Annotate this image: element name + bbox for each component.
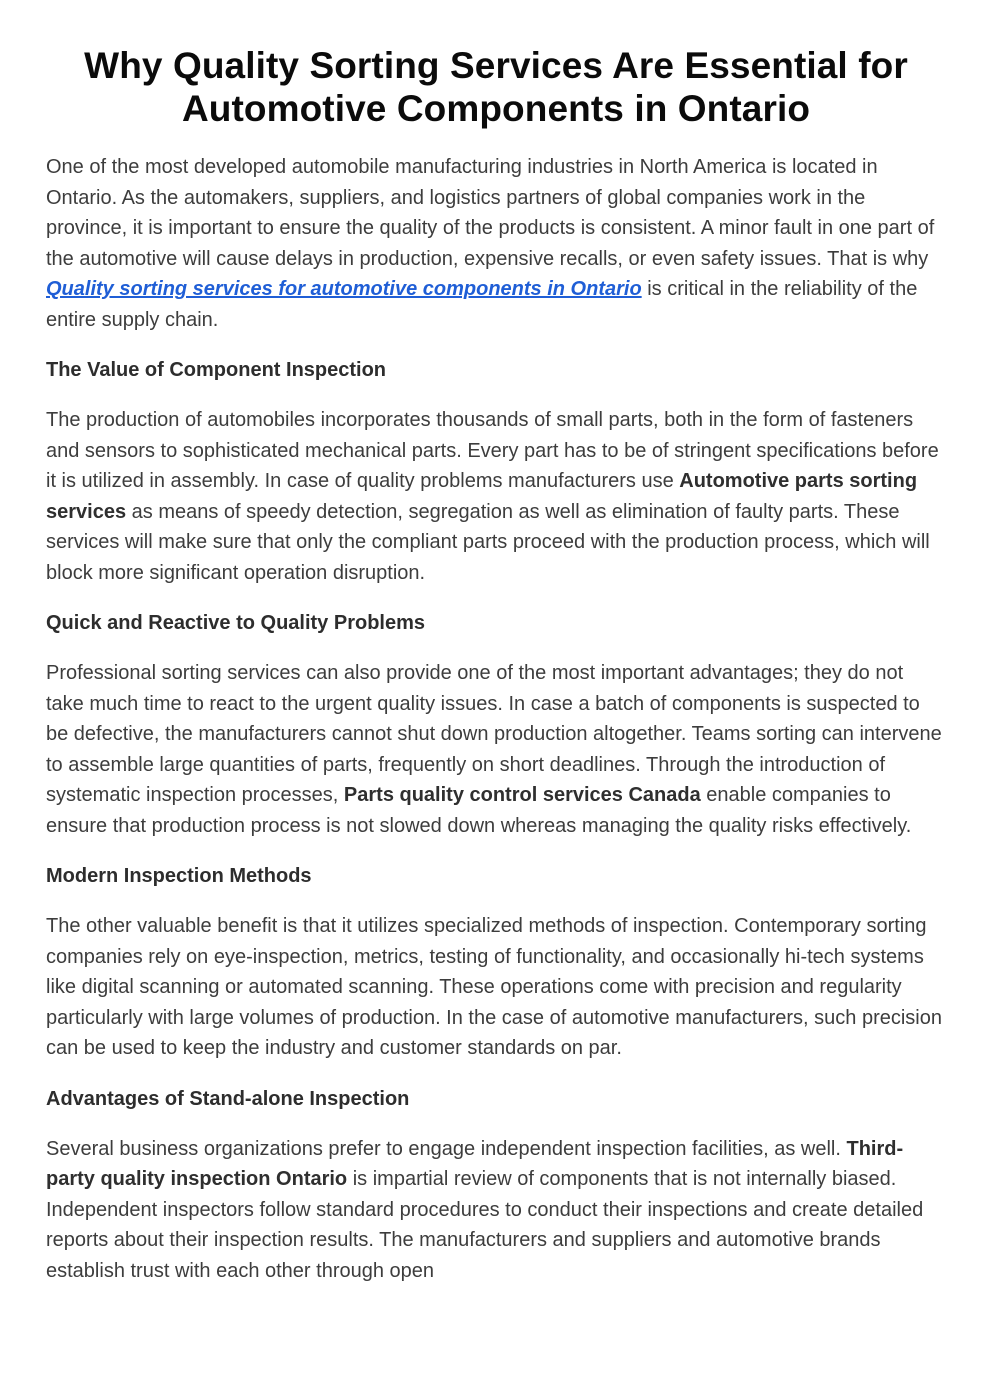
section-paragraph (46, 1134, 946, 1287)
article-title: Why Quality Sorting Services Are Essential for Automotive Components in Ontario (84, 45, 908, 129)
paragraph-text: Professional sorting services can also provide one of the most important advantages; they do not take much time to react to the urgent quality issues. In case a batch of components is suspected to be defective, the manufacturers cannot shut down production altogether. Teams sorting can intervene to assemble large quantities of parts, frequently on short deadlines. Through the introduction of systematic inspection processes, (46, 662, 942, 806)
bold-phrase: Parts quality control services Canada (343, 784, 701, 806)
intro-text-end: is critical in the reliability of the entire supply chain. (46, 278, 918, 331)
section-heading: The Value of Component Inspection (46, 359, 387, 381)
paragraph-text: The production of automobiles incorporates thousands of small parts, both in the form of fasteners and sensors to sophisticated mechanical parts. Every part has to be of stringent specifications before it is utilized in assembly. In case of quality problems manufacturers use (46, 409, 939, 492)
article (46, 44, 946, 1306)
section-heading: Quick and Reactive to Quality Problems (46, 612, 426, 634)
section-paragraph (46, 658, 946, 841)
quality-sorting-services-link[interactable]: Quality sorting services for automotive components in Ontario (46, 278, 642, 300)
intro-paragraph (46, 152, 946, 335)
paragraph-text: Several business organizations prefer to engage independent inspection facilities, as well. (46, 1137, 847, 1160)
section-heading: Advantages of Stand-alone Inspection (46, 1087, 410, 1110)
bold-phrase: Third-party quality inspection Ontario (46, 1137, 904, 1190)
paragraph-text: enable companies to ensure that production process is not slowed down whereas managing the quality risks effectively. (46, 784, 912, 837)
section-paragraph (46, 405, 946, 588)
paragraph-text: is impartial review of components that is not internally biased. Independent inspectors follow standard procedures to conduct their inspections and create detailed reports about their inspection results. The manufacturers and suppliers and automotive brands establish trust with each other through open (46, 1168, 924, 1282)
bold-phrase: Automotive parts sorting services (46, 470, 918, 523)
intro-text: One of the most developed automobile manufacturing industries in North America is located in Ontario. As the automakers, suppliers, and logistics partners of global companies work in the province, it is important to ensure the quality of the products is consistent. A minor fault in one part of the automotive will cause delays in production, expensive recalls, or even safety issues. That is why (46, 156, 935, 270)
section-heading: Modern Inspection Methods (46, 865, 312, 887)
paragraph-text: as means of speedy detection, segregation as well as elimination of faulty parts. These services will make sure that only the compliant parts proceed with the production process, which will block more significant operation disruption. (46, 500, 930, 584)
section-paragraph: The other valuable benefit is that it utilizes specialized methods of inspection. Contemporary sorting companies rely on eye-inspection, metrics, testing of functionality, and occasionally hi-tech systems like digital scanning or automated scanning. These operations come with precision and regularity particularly with large volumes of production. In the case of automotive manufacturers, such precision can be used to keep the industry and customer standards on par. (46, 915, 942, 1059)
